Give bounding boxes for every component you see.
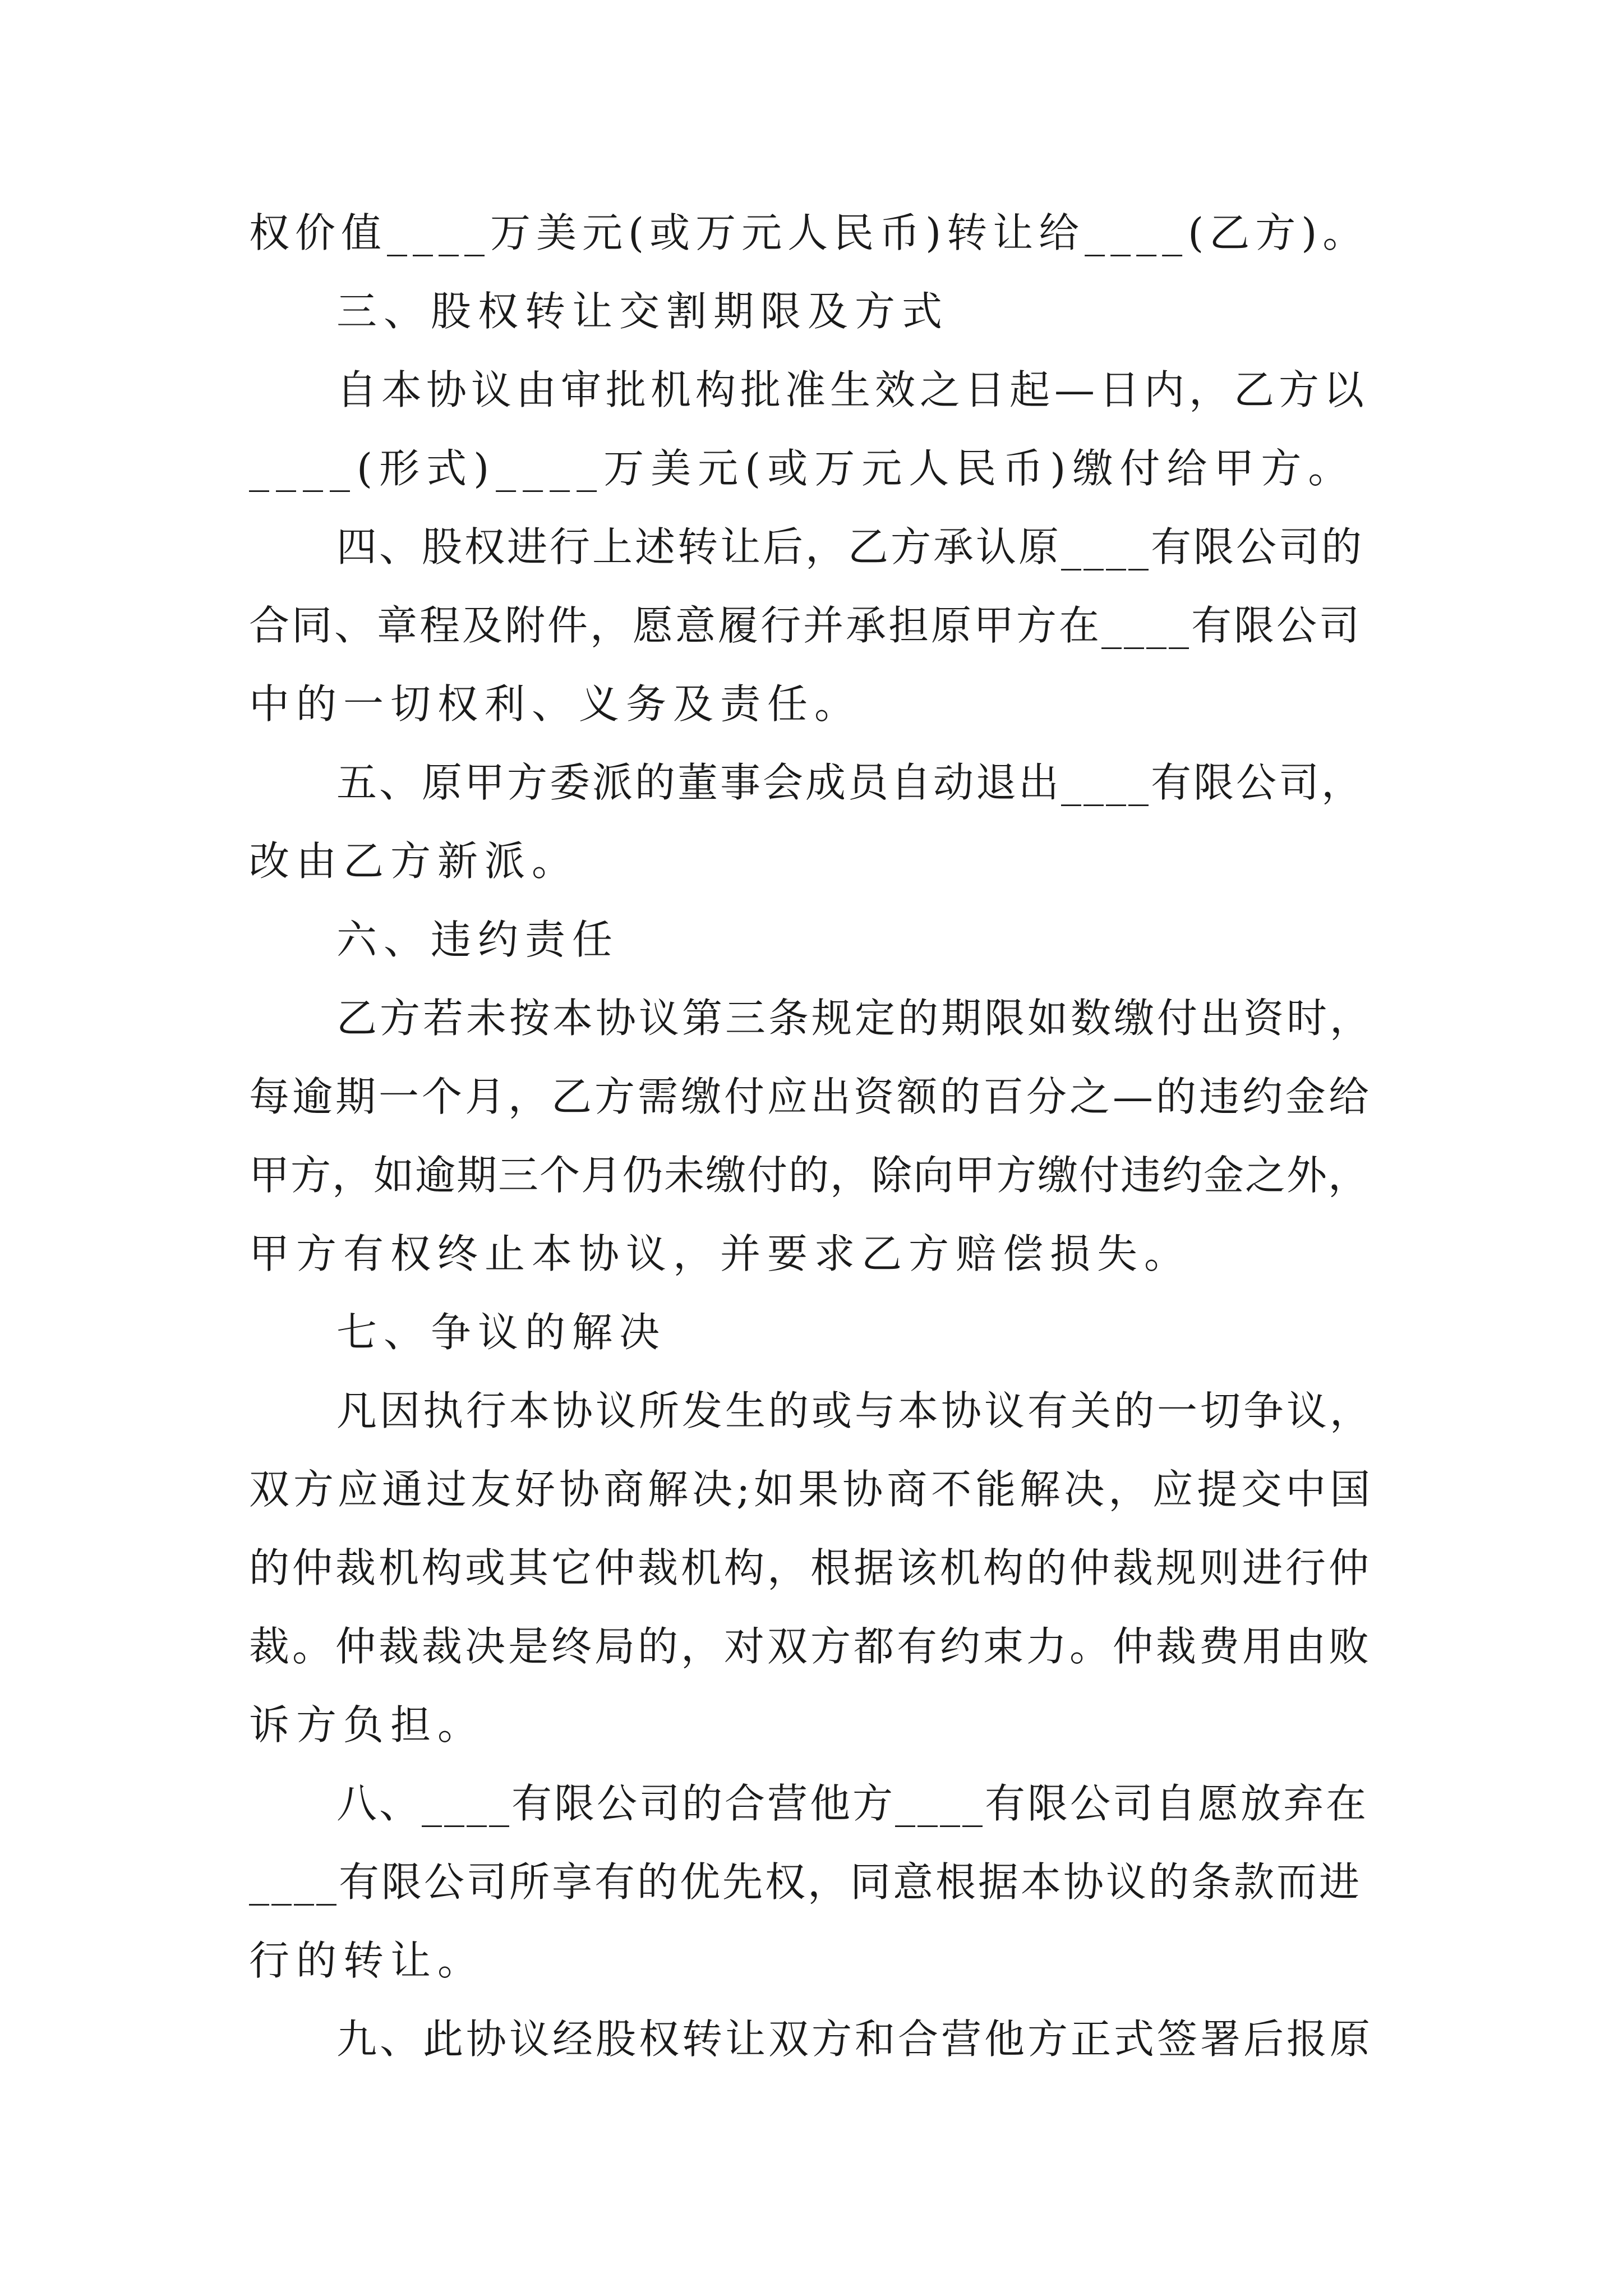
text-line: ____(形式)____万美元(或万元人民币)缴付给甲方。 bbox=[249, 445, 1355, 492]
text-line: 行的转让。 bbox=[249, 1937, 485, 1984]
section-heading: 七、争议的解决 bbox=[336, 1309, 667, 1356]
text-line: 五、原甲方委派的董事会成员自动退出____有限公司， bbox=[336, 759, 1364, 806]
text-line: 中的一切权利、义务及责任。 bbox=[249, 680, 862, 728]
text-line: 自本协议由审批机构批准生效之日起—日内，乙方以 bbox=[336, 366, 1369, 413]
section-heading: 三、股权转让交割期限及方式 bbox=[336, 288, 949, 335]
text-line: 诉方负担。 bbox=[249, 1701, 485, 1749]
text-line: 的仲裁机构或其它仲裁机构，根据该机构的仲裁规则进行仲 bbox=[249, 1544, 1372, 1591]
text-line: 权价值____万美元(或万元人民币)转让给____(乙方)。 bbox=[249, 209, 1369, 256]
text-line: 合同、章程及附件，愿意履行并承担原甲方在____有限公司 bbox=[249, 602, 1362, 649]
text-line: 每逾期一个月，乙方需缴付应出资额的百分之—的违约金给 bbox=[249, 1073, 1372, 1120]
text-line: 凡因执行本协议所发生的或与本协议有关的一切争议， bbox=[336, 1387, 1373, 1434]
text-line: 乙方若未按本协议第三条规定的期限如数缴付出资时， bbox=[336, 995, 1373, 1042]
text-line: 改由乙方新派。 bbox=[249, 838, 579, 885]
text-line: 甲方有权终止本协议，并要求乙方赔偿损失。 bbox=[249, 1230, 1192, 1277]
text-line: 裁。仲裁裁决是终局的，对双方都有约束力。仲裁费用由败 bbox=[249, 1623, 1372, 1670]
section-heading: 六、违约责任 bbox=[336, 916, 620, 963]
text-line: 九、此协议经股权转让双方和合营他方正式签署后报原 bbox=[336, 2016, 1373, 2063]
text-line: 甲方，如逾期三个月仍未缴付的，除向甲方缴付违约金之外， bbox=[249, 1152, 1370, 1199]
text-line: 四、股权进行上述转让后，乙方承认原____有限公司的 bbox=[336, 523, 1364, 570]
text-line: 双方应通过友好协商解决;如果协商不能解决，应提交中国 bbox=[249, 1466, 1375, 1513]
text-line: 八、____有限公司的合营他方____有限公司自愿放弃在 bbox=[336, 1780, 1369, 1827]
text-line: ____有限公司所享有的优先权，同意根据本协议的条款而进 bbox=[249, 1858, 1362, 1906]
